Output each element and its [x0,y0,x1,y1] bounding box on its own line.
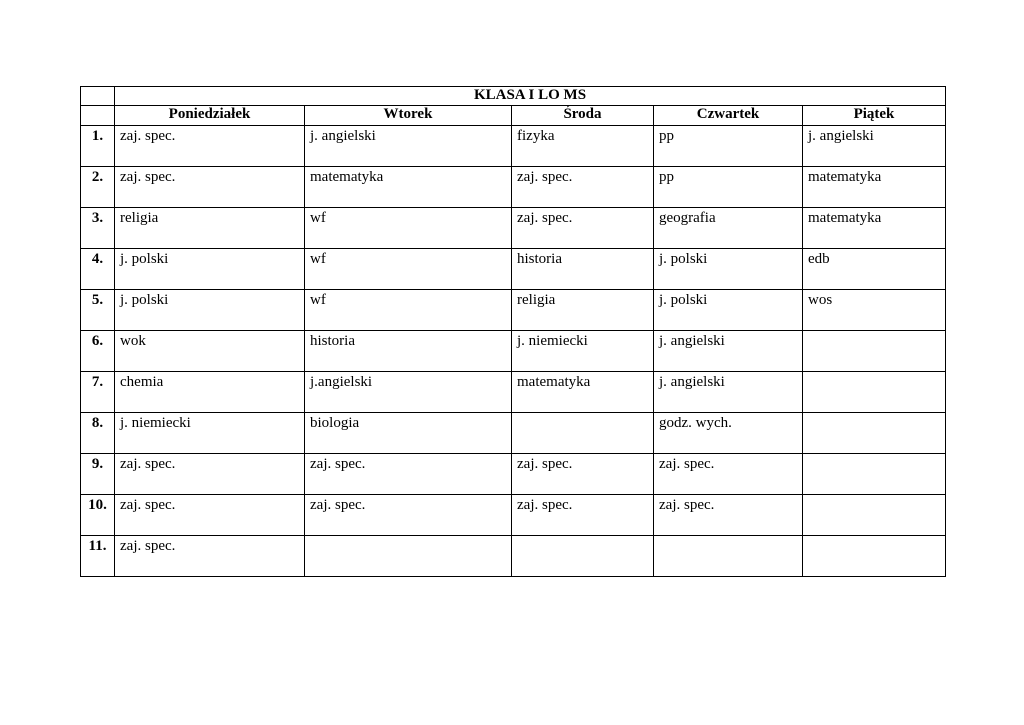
lesson-cell-thursday: zaj. spec. [654,454,803,495]
lesson-row [81,372,946,413]
lesson-cell-friday: edb [803,249,946,290]
lesson-cell-wednesday: zaj. spec. [512,208,654,249]
lesson-cell-monday: j. niemiecki [115,413,305,454]
lesson-number: 7. [81,372,115,413]
lesson-number: 5. [81,290,115,331]
corner-cell [81,87,115,106]
day-header-wednesday: Środa [512,106,654,126]
lesson-cell-wednesday: zaj. spec. [512,495,654,536]
corner-cell [81,106,115,126]
lesson-number: 3. [81,208,115,249]
lesson-number: 4. [81,249,115,290]
lesson-cell-friday [803,331,946,372]
lesson-cell-tuesday: wf [305,208,512,249]
lesson-cell-friday: matematyka [803,167,946,208]
lesson-cell-tuesday: zaj. spec. [305,495,512,536]
lesson-cell-friday [803,536,946,577]
lesson-cell-tuesday [305,536,512,577]
lesson-cell-thursday: j. polski [654,290,803,331]
lesson-cell-wednesday: j. niemiecki [512,331,654,372]
lesson-row [81,126,946,167]
lesson-row [81,249,946,290]
lesson-cell-tuesday: historia [305,331,512,372]
lesson-cell-monday: chemia [115,372,305,413]
timetable-title: KLASA I LO MS [115,87,946,106]
lesson-cell-monday: zaj. spec. [115,167,305,208]
lesson-cell-friday [803,454,946,495]
lesson-cell-wednesday [512,536,654,577]
lesson-row [81,536,946,577]
lesson-cell-friday: wos [803,290,946,331]
lesson-cell-monday: religia [115,208,305,249]
lesson-cell-thursday [654,536,803,577]
lesson-number: 9. [81,454,115,495]
lesson-number: 2. [81,167,115,208]
day-header-thursday: Czwartek [654,106,803,126]
lesson-row [81,454,946,495]
lesson-number: 10. [81,495,115,536]
lesson-cell-tuesday: zaj. spec. [305,454,512,495]
lesson-cell-friday: matematyka [803,208,946,249]
lesson-cell-thursday: j. angielski [654,372,803,413]
lesson-row [81,331,946,372]
lesson-cell-friday [803,372,946,413]
lesson-cell-wednesday: zaj. spec. [512,454,654,495]
day-header-tuesday: Wtorek [305,106,512,126]
lesson-number: 8. [81,413,115,454]
lesson-cell-friday [803,413,946,454]
lesson-cell-monday: zaj. spec. [115,454,305,495]
lesson-cell-wednesday: matematyka [512,372,654,413]
lesson-cell-thursday: geografia [654,208,803,249]
lesson-number: 1. [81,126,115,167]
lesson-cell-monday: zaj. spec. [115,126,305,167]
lesson-cell-monday: zaj. spec. [115,536,305,577]
lesson-cell-monday: j. polski [115,290,305,331]
lesson-row [81,413,946,454]
title-row [81,87,946,106]
lesson-cell-tuesday: wf [305,249,512,290]
lesson-cell-thursday: zaj. spec. [654,495,803,536]
lesson-cell-wednesday [512,413,654,454]
lesson-row [81,290,946,331]
lesson-cell-tuesday: j. angielski [305,126,512,167]
lesson-cell-tuesday: j.angielski [305,372,512,413]
lesson-cell-thursday: pp [654,167,803,208]
lesson-cell-wednesday: fizyka [512,126,654,167]
day-header-monday: Poniedziałek [115,106,305,126]
lesson-number: 6. [81,331,115,372]
lesson-cell-thursday: j. polski [654,249,803,290]
day-header-friday: Piątek [803,106,946,126]
lesson-cell-monday: zaj. spec. [115,495,305,536]
lesson-cell-monday: j. polski [115,249,305,290]
lesson-cell-friday: j. angielski [803,126,946,167]
day-header-row [81,106,946,126]
lesson-cell-monday: wok [115,331,305,372]
timetable [80,86,946,577]
lesson-cell-tuesday: matematyka [305,167,512,208]
lesson-number: 11. [81,536,115,577]
lesson-cell-wednesday: religia [512,290,654,331]
lesson-row [81,167,946,208]
lesson-cell-friday [803,495,946,536]
lesson-cell-thursday: j. angielski [654,331,803,372]
lesson-cell-thursday: godz. wych. [654,413,803,454]
lesson-cell-tuesday: biologia [305,413,512,454]
lesson-cell-tuesday: wf [305,290,512,331]
lesson-cell-wednesday: historia [512,249,654,290]
lesson-row [81,495,946,536]
lesson-row [81,208,946,249]
lesson-cell-wednesday: zaj. spec. [512,167,654,208]
lesson-cell-thursday: pp [654,126,803,167]
